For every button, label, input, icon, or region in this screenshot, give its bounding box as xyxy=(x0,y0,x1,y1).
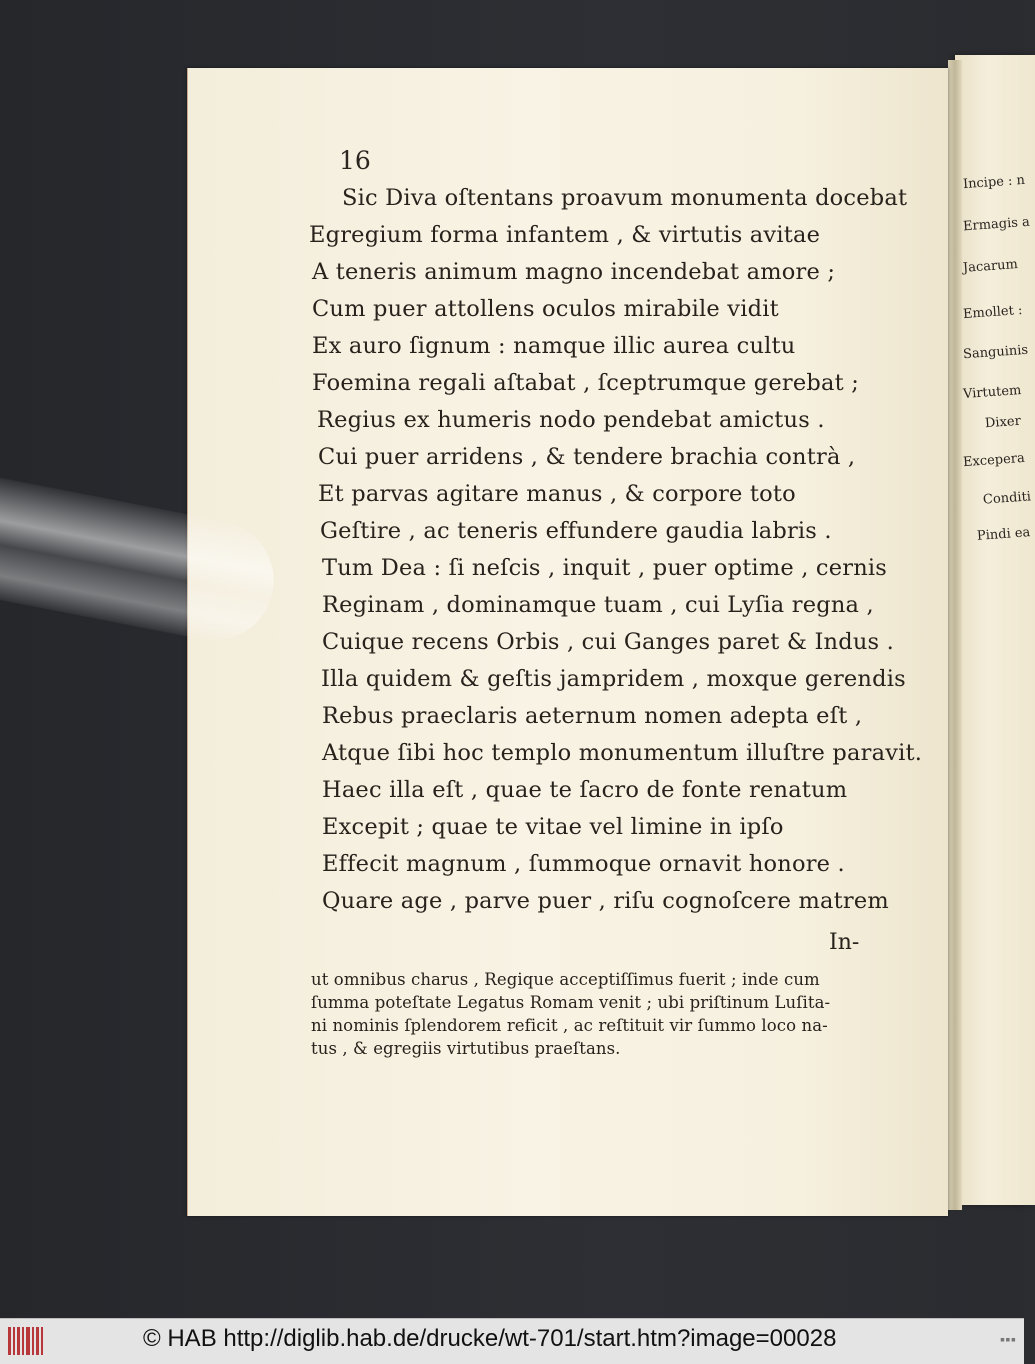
verse-line: Cum puer attollens oculos mirabile vidit xyxy=(312,296,779,322)
verse-line: A teneris animum magno incendebat amore ; xyxy=(312,259,836,285)
verse-line: Excepit ; quae te vitae vel limine in ipſo xyxy=(322,814,784,840)
verse-line: Rebus praeclaris aeternum nomen adepta eſt , xyxy=(322,703,863,729)
footnote-line: ut omnibus charus , Regique acceptiſſimus fuerit ; inde cum xyxy=(311,970,820,989)
next-page-fragment: Virtutem xyxy=(962,382,1022,403)
verse-line: Ex auro ſignum : namque illic aurea cultu xyxy=(312,333,796,359)
verse-line: Egregium forma infantem , & virtutis avitae xyxy=(309,222,821,248)
verse-line: Haec illa eſt , quae te ſacro de fonte renatum xyxy=(322,777,848,803)
next-page-fragment: Emollet : xyxy=(962,302,1023,323)
verse-line: Quare age , parve puer , riſu cognoſcere matrem xyxy=(322,888,889,914)
copyright-footer xyxy=(0,1318,1024,1364)
verse-line: Tum Dea : ſi neſcis , inquit , puer optime , cernis xyxy=(322,555,888,581)
next-page-edge xyxy=(955,55,1035,1205)
verse-line: Cui puer arridens , & tendere brachia contrà , xyxy=(318,444,856,470)
page-number: 16 xyxy=(339,146,371,175)
book-fore-edge xyxy=(948,60,962,1210)
hab-barcode-logo-icon xyxy=(8,1327,44,1355)
next-page-fragment: Excepera xyxy=(962,450,1026,471)
next-page-fragment: Incipe : n xyxy=(962,172,1026,193)
verse-line: Effecit magnum , ſummoque ornavit honore . xyxy=(322,851,845,877)
next-page-fragment: Pindi ea xyxy=(976,525,1031,544)
scale-marker-icon: ▪▪▪ xyxy=(999,1335,1016,1345)
next-page-fragment: Sanguinis xyxy=(962,342,1029,363)
next-page-fragment: Ermagis a xyxy=(962,214,1031,235)
next-page-fragment: Jacarum xyxy=(962,257,1019,276)
copyright-url-text: © HAB http://diglib.hab.de/drucke/wt-701/start.htm?image=00028 xyxy=(143,1325,837,1352)
verse-line: Reginam , dominamque tuam , cui Lyſia regna , xyxy=(322,592,874,618)
footnote-line: ſumma poteſtate Legatus Romam venit ; ubi priſtinum Luſita- xyxy=(311,993,831,1012)
verse-line: Atque ſibi hoc templo monumentum illuſtre paravit. xyxy=(322,740,923,766)
next-page-fragment: Dixer xyxy=(984,413,1022,432)
footnote-line: tus , & egregiis virtutibus praeſtans. xyxy=(311,1039,621,1058)
verse-line: Foemina regali aſtabat , ſceptrumque gerebat ; xyxy=(312,370,859,396)
footnote-line: ni nominis ſplendorem reficit , ac reſtituit vir ſummo loco na- xyxy=(311,1016,828,1035)
next-page-fragment: Conditi xyxy=(982,489,1032,508)
verse-line: Sic Diva oſtentans proavum monumenta docebat xyxy=(342,185,908,211)
verse-line: Geſtire , ac teneris effundere gaudia labris . xyxy=(320,518,832,544)
verse-line: Regius ex humeris nodo pendebat amictus . xyxy=(317,407,825,433)
verse-line: Et parvas agitare manus , & corpore toto xyxy=(318,481,796,507)
catchword: In- xyxy=(829,930,860,955)
verse-line: Illa quidem & geſtis jampridem , moxque gerendis xyxy=(321,666,906,692)
verse-line: Cuique recens Orbis , cui Ganges paret & Indus . xyxy=(322,629,894,655)
